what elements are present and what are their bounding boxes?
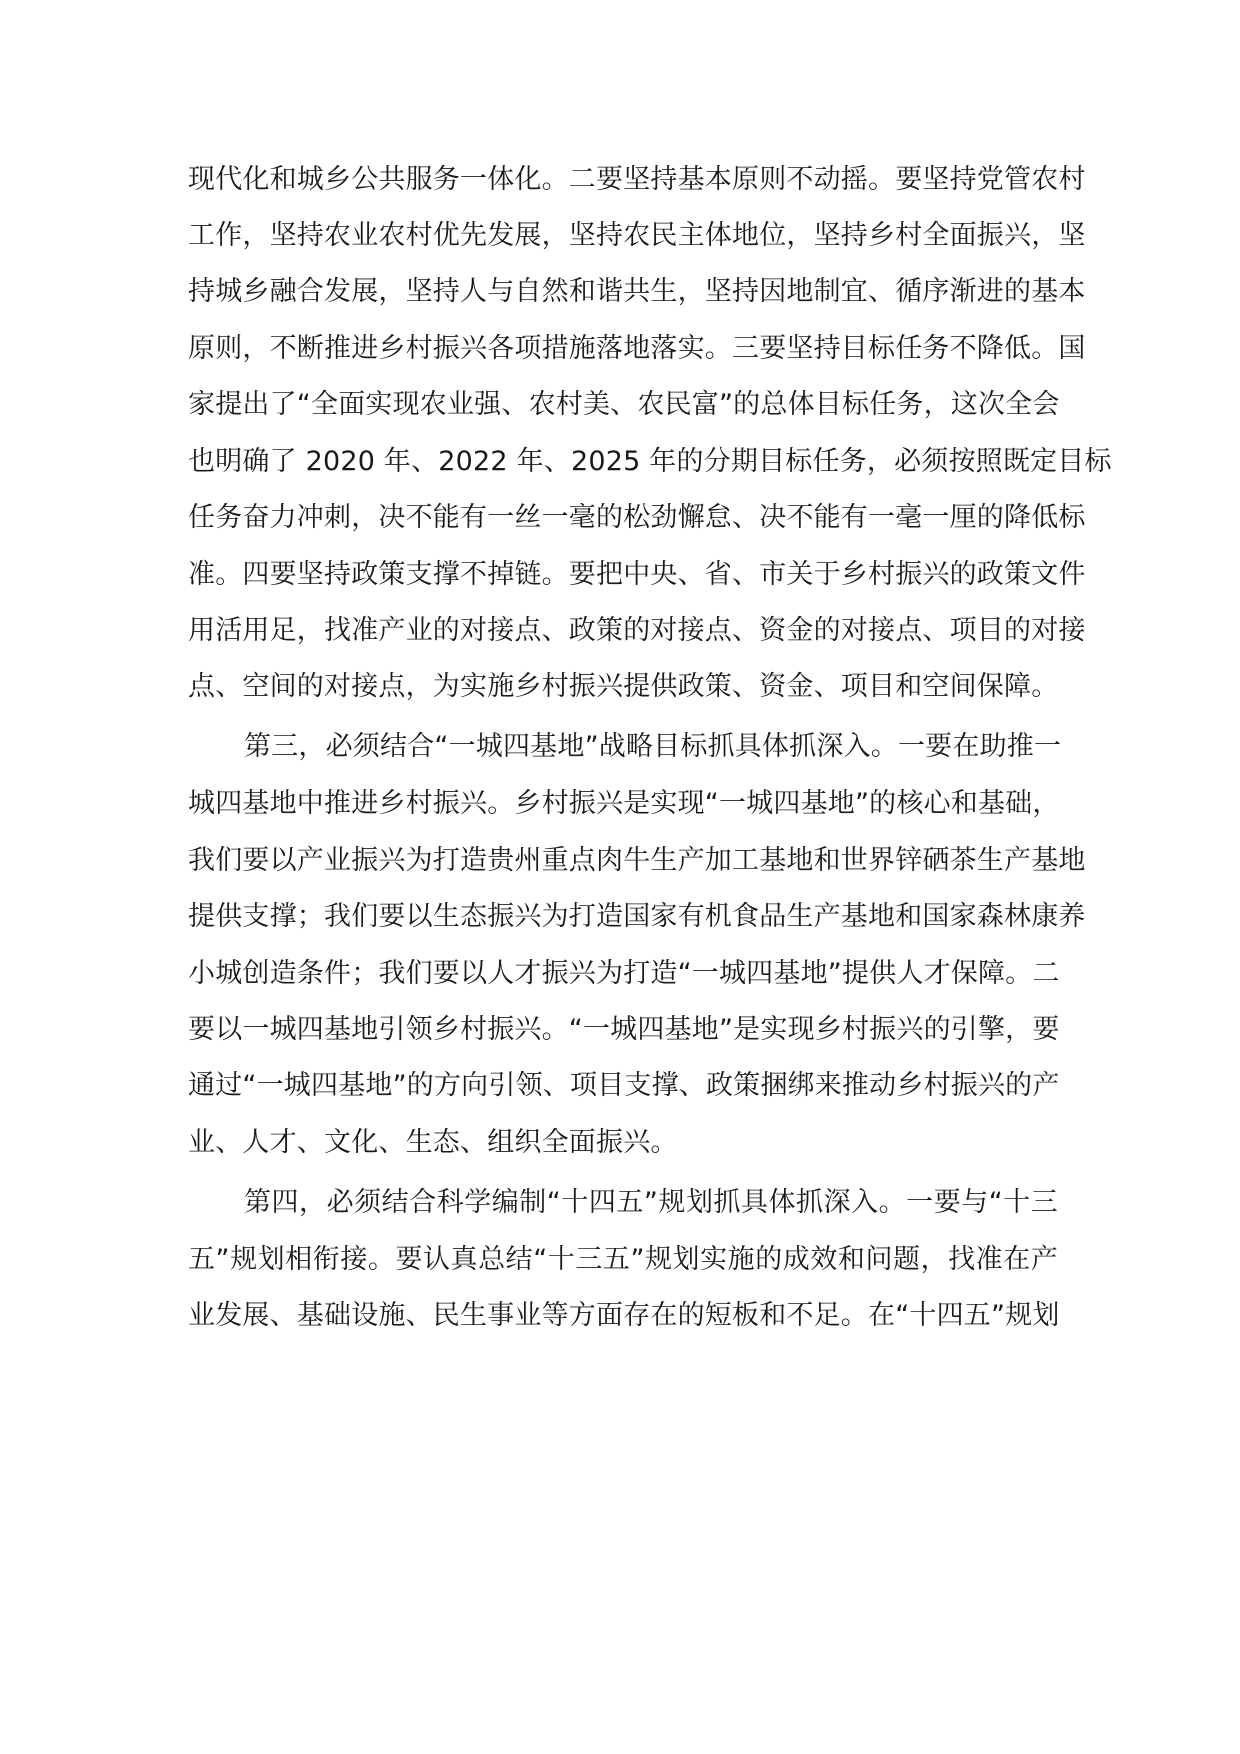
- paragraph-1-line: 持城乡融合发展，坚持人与自然和谐共生，坚持因地制宜、循序渐进的基本: [188, 276, 1086, 307]
- paragraph-2-line: 我们要以产业振兴为打造贵州重点肉牛生产加工基地和世界锌硒茶生产基地: [188, 845, 1086, 876]
- paragraph-2-line: 通过“一城四基地”的方向引领、项目支撑、政策捆绑来推动乡村振兴的产: [188, 1070, 1060, 1101]
- paragraph-3-line: 五”规划相衔接。要认真总结“十三五”规划实施的成效和问题，找准在产: [188, 1244, 1058, 1275]
- paragraph-1-line: 准。四要坚持政策支撑不掉链。要把中央、省、市关于乡村振兴的政策文件: [188, 559, 1086, 590]
- paragraph-2-line: 城四基地中推进乡村振兴。乡村振兴是实现“一城四基地”的核心和基础，: [188, 788, 1060, 819]
- paragraph-3-line: 业发展、基础设施、民生事业等方面存在的短板和不足。在“十四五”规划: [188, 1300, 1060, 1331]
- paragraph-2-line: 业、人才、文化、生态、组织全面振兴。: [188, 1127, 678, 1158]
- paragraph-1-line: 家提出了“全面实现农业强、农村美、农民富”的总体目标任务，这次全会: [188, 389, 1060, 420]
- paragraph-1-line: 工作，坚持农业农村优先发展，坚持农民主体地位，坚持乡村全面振兴，坚: [188, 220, 1086, 251]
- paragraph-3-first-line: 第四，必须结合科学编制“十四五”规划抓具体抓深入。一要与“十三: [244, 1187, 1058, 1218]
- paragraph-1-line: 用活用足，找准产业的对接点、政策的对接点、资金的对接点、项目的对接: [188, 615, 1086, 646]
- paragraph-1-line: 任务奋力冲刺，决不能有一丝一毫的松劲懈怠、决不能有一毫一厘的降低标: [188, 502, 1086, 533]
- paragraph-2-first-line: 第三，必须结合“一城四基地”战略目标抓具体抓深入。一要在助推一: [244, 731, 1062, 762]
- paragraph-1-line: 点、空间的对接点，为实施乡村振兴提供政策、资金、项目和空间保障。: [188, 671, 1059, 702]
- paragraph-1-line: 现代化和城乡公共服务一体化。二要坚持基本原则不动摇。要坚持党管农村: [188, 164, 1086, 195]
- paragraph-1-line: 原则，不断推进乡村振兴各项措施落地落实。三要坚持目标任务不降低。国: [188, 333, 1086, 364]
- paragraph-2-line: 小城创造条件；我们要以人才振兴为打造“一城四基地”提供人才保障。二: [188, 958, 1060, 989]
- paragraph-2-line: 要以一城四基地引领乡村振兴。“一城四基地”是实现乡村振兴的引擎，要: [188, 1014, 1060, 1045]
- paragraph-1-line: 也明确了 2020 年、2022 年、2025 年的分期目标任务，必须按照既定目标: [188, 446, 1112, 477]
- paragraph-2-line: 提供支撑；我们要以生态振兴为打造国家有机食品生产基地和国家森林康养: [188, 901, 1086, 932]
